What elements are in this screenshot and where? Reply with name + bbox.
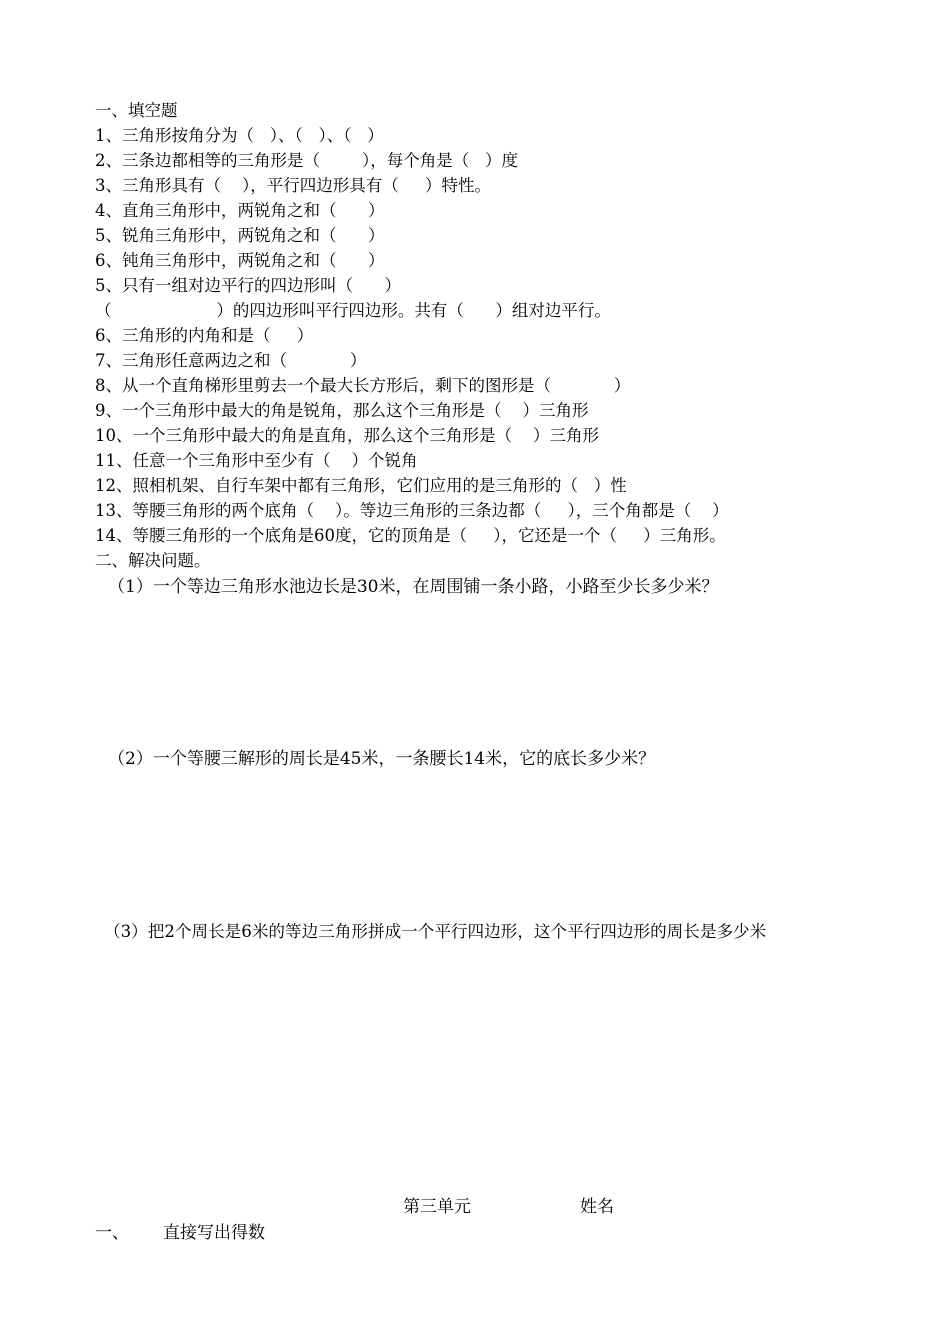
question-line-8: （ ）的四边形叫平行四边形。共有（ ）组对边平行。 bbox=[95, 301, 611, 320]
section-number: 一、 bbox=[95, 1223, 129, 1243]
problem-3: （3）把2个周长是6米的等边三角形拼成一个平行四边形，这个平行四边形的周长是多少米 bbox=[104, 922, 767, 941]
question-line-1: 1、三角形按角分为（ ）、（ ）、（ ） bbox=[95, 126, 384, 145]
question-line-3: 3、三角形具有（ ），平行四边形具有（ ）特性。 bbox=[95, 176, 491, 195]
question-line-14: 11、任意一个三角形中至少有（ ）个锐角 bbox=[95, 451, 418, 470]
problem-1: （1）一个等边三角形水池边长是30米，在周围铺一条小路，小路至少长多少米？ bbox=[108, 577, 719, 597]
question-line-9: 6、三角形的内角和是（ ） bbox=[95, 326, 314, 345]
question-line-6: 6、钝角三角形中，两锐角之和（ ） bbox=[95, 251, 385, 270]
section1-title: 一、填空题 bbox=[95, 101, 178, 120]
question-line-10: 7、三角形任意两边之和（ ） bbox=[95, 351, 367, 370]
unit-label: 第三单元 bbox=[403, 1197, 471, 1217]
question-line-16: 13、等腰三角形的两个底角（ ）。等边三角形的三条边都（ ），三个角都是（ ） bbox=[95, 501, 729, 520]
question-line-4: 4、直角三角形中，两锐角之和（ ） bbox=[95, 201, 385, 220]
question-line-11: 8、从一个直角梯形里剪去一个最大长方形后，剩下的图形是（ ） bbox=[95, 376, 631, 395]
question-line-13: 10、一个三角形中最大的角是直角，那么这个三角形是（ ）三角形 bbox=[95, 426, 599, 445]
section2-title: 二、解决问题。 bbox=[95, 551, 211, 570]
problem-2: （2）一个等腰三解形的周长是45米，一条腰长14米，它的底长多少米？ bbox=[108, 749, 656, 769]
question-line-2: 2、三条边都相等的三角形是（ ），每个角是（ ）度 bbox=[95, 151, 518, 170]
question-line-15: 12、照相机架、自行车架中都有三角形，它们应用的是三角形的（ ）性 bbox=[95, 476, 627, 495]
name-label: 姓名 bbox=[580, 1197, 614, 1217]
question-line-12: 9、一个三角形中最大的角是锐角，那么这个三角形是（ ）三角形 bbox=[95, 401, 589, 420]
question-line-17: 14、等腰三角形的一个底角是60度，它的顶角是（ ），它还是一个（ ）三角形。 bbox=[95, 526, 726, 545]
question-line-5: 5、锐角三角形中，两锐角之和（ ） bbox=[95, 226, 385, 245]
section-title-direct-results: 直接写出得数 bbox=[163, 1223, 265, 1243]
question-line-7: 5、只有一组对边平行的四边形叫（ ） bbox=[95, 276, 401, 295]
